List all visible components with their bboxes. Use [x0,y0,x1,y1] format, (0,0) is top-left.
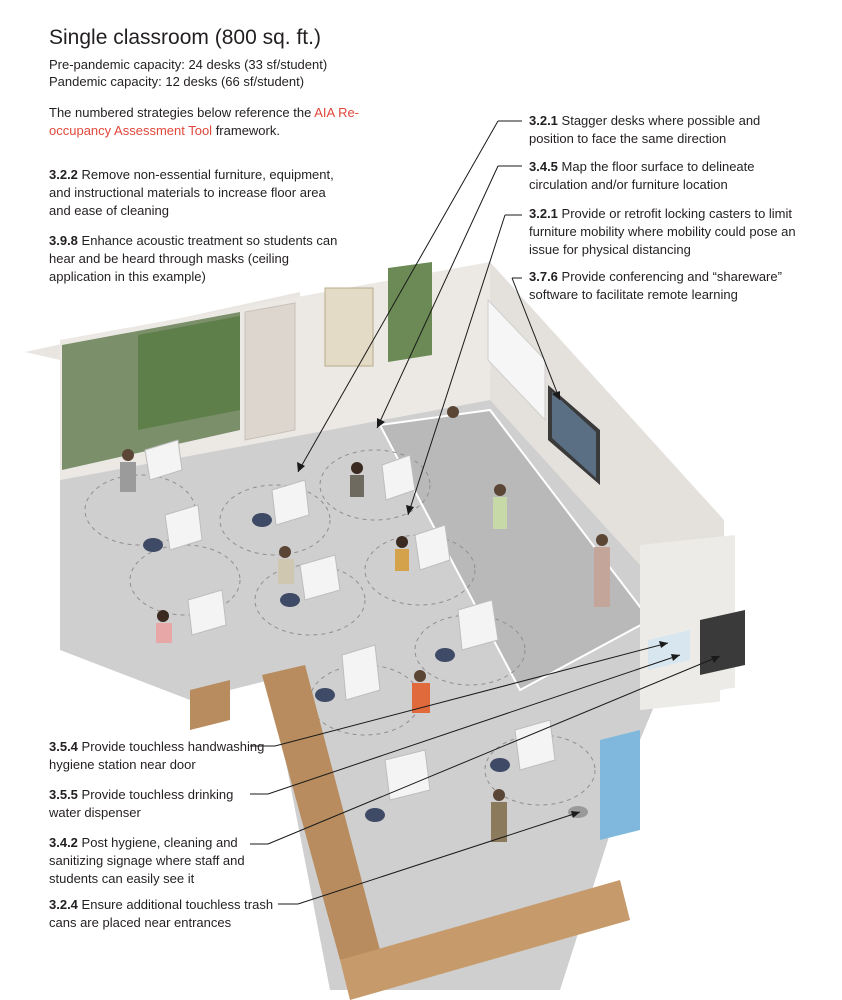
strategy-code: 3.5.4 [49,739,78,754]
entry-corridor [720,670,842,740]
strategy-code: 3.9.8 [49,233,78,248]
strategy-text: Remove non-essential furniture, equipment, and instructional materials to increase floor area and ease of cleaning [49,167,334,218]
strategy-code: 3.4.5 [529,159,558,174]
strategy-code: 3.2.1 [529,113,558,128]
strategy-code: 3.2.2 [49,167,78,182]
strategy-code: 3.7.6 [529,269,558,284]
strategy-3-4-2 [49,834,267,888]
strategy-text: Ensure additional touchless trash cans are placed near entrances [49,897,274,930]
pandemic-capacity: Pandemic capacity: 12 desks (66 sf/student) [49,74,305,89]
strategy-code: 3.4.2 [49,835,78,850]
strategy-code: 3.5.5 [49,787,78,802]
hygiene-signage [700,610,745,675]
strategy-text: Provide touchless drinking water dispenser [49,787,234,820]
strategy-3-2-2 [49,166,349,220]
strategy-3-4-5 [529,158,779,194]
strategy-3-2-1-casters [529,205,799,259]
intro-before: The numbered strategies below reference the [49,105,315,120]
wall-map [325,288,373,366]
intro-after: framework. [212,123,280,138]
door [245,303,295,440]
strategy-text: Map the floor surface to delineate circulation and/or furniture location [529,159,755,192]
strategy-text: Provide touchless handwashing hygiene station near door [49,739,265,772]
strategy-3-5-4 [49,738,274,774]
strategy-3-9-8 [49,232,339,286]
strategy-code: 3.2.4 [49,897,78,912]
aia-tool-link[interactable]: AIA Re-occupancy Assessment Tool [49,105,360,138]
strategy-text: Provide conferencing and “shareware” software to facilitate remote learning [529,269,782,302]
water-strip [600,730,640,840]
strategy-3-7-6 [529,268,799,304]
strategy-3-5-5 [49,786,254,822]
strategy-text: Post hygiene, cleaning and sanitizing signage where staff and students can easily see it [49,835,245,886]
strategy-3-2-1-stagger [529,112,779,148]
page-title: Single classroom (800 sq. ft.) [49,26,321,49]
strategy-code: 3.2.1 [529,206,558,221]
strategy-text: Provide or retrofit locking casters to limit furniture mobility where mobility could pose an issue for physical distancing [529,206,796,257]
strategy-text: Enhance acoustic treatment so students can hear and be heard through masks (ceiling application in this example) [49,233,338,284]
strategy-text: Stagger desks where possible and position to face the same direction [529,113,761,146]
upper-window [388,262,432,362]
intro-text [49,104,369,140]
window-plants-2 [138,316,240,430]
strategy-3-2-4 [49,896,281,932]
pre-pandemic-capacity: Pre-pandemic capacity: 24 desks (33 sf/student) [49,57,328,72]
